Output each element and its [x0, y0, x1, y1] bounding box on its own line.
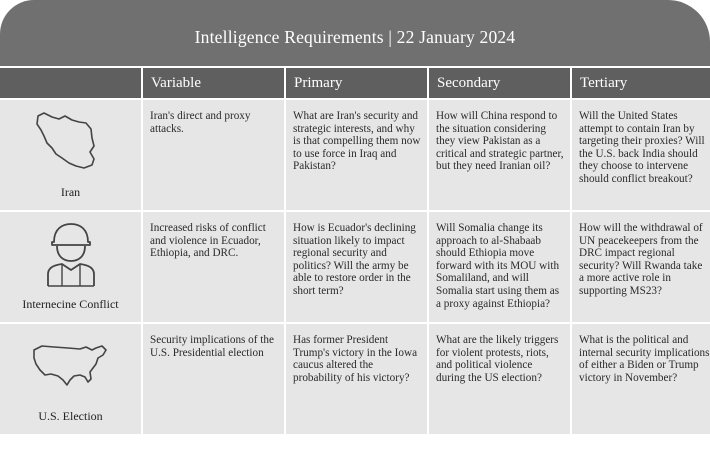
us-election-primary: Has former President Trump's victory in the Iowa caucus altered the probability of his victory?	[286, 324, 427, 434]
usa-map-icon	[30, 342, 110, 388]
internecine-secondary: Will Somalia change its approach to al-Shabaab should Ethiopia move forward with its MOU with Somaliland, and will Somalia start using them as a proxy against Ethiopia?	[429, 212, 570, 322]
row-header-internecine-conflict	[0, 212, 141, 322]
internecine-variable: Increased risks of conflict and violence in Ecuador, Ethiopia, and DRC.	[143, 212, 284, 322]
header-secondary: Secondary	[429, 68, 570, 98]
iran-tertiary: Will the United States attempt to contain Iran by targeting their proxies? Will the U.S. back India should they choose to intervene should conflict breakout?	[572, 100, 710, 210]
iran-primary: What are Iran's security and strategic interests, and why is that compelling them now to use force in Iraq and Pakistan?	[286, 100, 427, 210]
iran-map-icon	[32, 110, 102, 172]
header-tertiary: Tertiary	[572, 68, 710, 98]
internecine-tertiary: How will the withdrawal of UN peacekeepers from the DRC impact regional security? Will Rwanda take a more active role in supporting MS23?	[572, 212, 710, 322]
us-election-secondary: What are the likely triggers for violent protests, riots, and political violence during the US election?	[429, 324, 570, 434]
header-variable: Variable	[143, 68, 284, 98]
row-header-iran	[0, 100, 141, 210]
requirements-table	[0, 68, 710, 434]
internecine-primary: How is Ecuador's declining situation likely to impact regional security and politics? Will the army be able to restore order in the short term?	[286, 212, 427, 322]
header-primary: Primary	[286, 68, 427, 98]
title-banner	[0, 0, 710, 66]
row-label-us-election: U.S. Election	[38, 409, 103, 423]
row-label-internecine-conflict: Internecine Conflict	[22, 297, 119, 311]
us-election-variable: Security implications of the U.S. Presidential election	[143, 324, 284, 434]
page-title: Intelligence Requirements | 22 January 2024	[194, 26, 516, 47]
iran-secondary: How will China respond to the situation considering they view Pakistan as a critical and strategic partner, but they need Iranian oil?	[429, 100, 570, 210]
us-election-tertiary: What is the political and internal security implications of either a Biden or Trump victory in November?	[572, 324, 710, 434]
header-blank-cell	[0, 68, 141, 98]
row-label-iran: Iran	[60, 185, 81, 199]
row-header-us-election	[0, 324, 141, 434]
soldier-icon	[42, 220, 100, 288]
iran-variable: Iran's direct and proxy attacks.	[143, 100, 284, 210]
